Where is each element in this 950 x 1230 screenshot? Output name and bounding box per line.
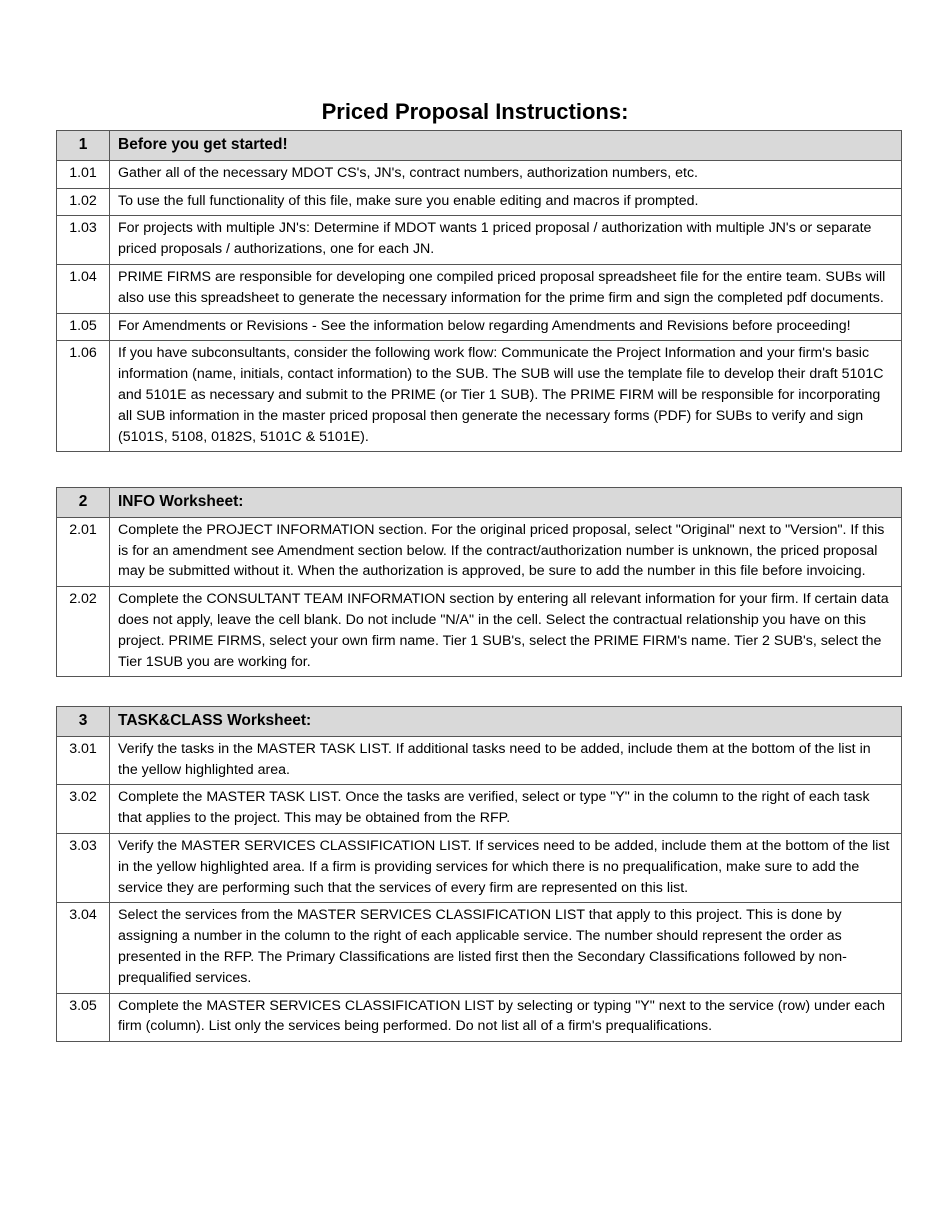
row-number: 3.04	[57, 903, 110, 993]
section-number: 2	[57, 488, 110, 518]
section-header	[57, 488, 902, 518]
row-number: 1.06	[57, 341, 110, 452]
row-number: 1.04	[57, 264, 110, 313]
section-number: 1	[57, 131, 110, 161]
instruction-row	[57, 903, 902, 993]
row-text: For projects with multiple JN's: Determine if MDOT wants 1 priced proposal / authorization with multiple JN's or separate priced proposals / authorizations, one for each JN.	[110, 216, 902, 265]
row-number: 2.02	[57, 587, 110, 677]
section-header	[57, 707, 902, 737]
section-3-table	[56, 706, 902, 1042]
row-number: 3.05	[57, 993, 110, 1042]
row-text: Verify the MASTER SERVICES CLASSIFICATION LIST. If services need to be added, include them at the bottom of the list in the yellow highlighted area. If a firm is providing services for which there is no prequalification, make sure to add the service they are performing such that the services of every firm are represented on this list.	[110, 833, 902, 902]
instruction-row	[57, 587, 902, 677]
row-text: Complete the MASTER TASK LIST. Once the tasks are verified, select or type "Y" in the column to the right of each task that applies to the project. This may be obtained from the RFP.	[110, 785, 902, 834]
instruction-row	[57, 993, 902, 1042]
section-1-table	[56, 130, 902, 452]
row-text: For Amendments or Revisions - See the information below regarding Amendments and Revisions before proceeding!	[110, 313, 902, 341]
instruction-row	[57, 313, 902, 341]
instruction-row	[57, 517, 902, 586]
section-header	[57, 131, 902, 161]
row-number: 1.03	[57, 216, 110, 265]
row-number: 1.02	[57, 188, 110, 216]
row-text: Select the services from the MASTER SERVICES CLASSIFICATION LIST that apply to this project. This is done by assigning a number in the column to the right of each applicable service. The number should represent the order as presented in the RFP. The Primary Classifications are listed first then the Secondary Classifications followed by non-prequalified services.	[110, 903, 902, 993]
section-2-table	[56, 487, 902, 677]
row-number: 1.05	[57, 313, 110, 341]
row-text: If you have subconsultants, consider the following work flow: Communicate the Project Information and your firm's basic information (name, initials, contact information) to the SUB. The SUB will use the template file to develop their draft 5101C and 5101E as necessary and submit to the PRIME (or Tier 1 SUB). The PRIME FIRM will be responsible for incorporating all SUB information in the master priced proposal then generate the necessary forms (PDF) for SUBs to verify and sign (5101S, 5108, 0182S, 5101C & 5101E).	[110, 341, 902, 452]
instruction-row	[57, 216, 902, 265]
section-heading: TASK&CLASS Worksheet:	[110, 707, 902, 737]
instruction-row	[57, 264, 902, 313]
row-text: PRIME FIRMS are responsible for developing one compiled priced proposal spreadsheet file for the entire team. SUBs will also use this spreadsheet to generate the necessary information for the prime firm and sign the completed pdf documents.	[110, 264, 902, 313]
section-number: 3	[57, 707, 110, 737]
section-heading: Before you get started!	[110, 131, 902, 161]
row-text: To use the full functionality of this file, make sure you enable editing and macros if prompted.	[110, 188, 902, 216]
section-heading: INFO Worksheet:	[110, 488, 902, 518]
row-text: Complete the PROJECT INFORMATION section. For the original priced proposal, select "Original" next to "Version". If this is for an amendment see Amendment section below. If the contract/authorization number is unknown, the priced proposal may be submitted without it. When the authorization is approved, be sure to add the number in this file before invoicing.	[110, 517, 902, 586]
instruction-row	[57, 785, 902, 834]
page-title: Priced Proposal Instructions:	[321, 99, 629, 124]
instruction-row	[57, 833, 902, 902]
row-number: 3.02	[57, 785, 110, 834]
row-text: Gather all of the necessary MDOT CS's, JN's, contract numbers, authorization numbers, etc.	[110, 160, 902, 188]
row-number: 1.01	[57, 160, 110, 188]
instruction-row	[57, 188, 902, 216]
instruction-row	[57, 341, 902, 452]
instruction-row	[57, 736, 902, 785]
instruction-row	[57, 160, 902, 188]
row-text: Complete the MASTER SERVICES CLASSIFICATION LIST by selecting or typing "Y" next to the service (row) under each firm (column). List only the services being performed. Do not list all of a firm's prequalifications.	[110, 993, 902, 1042]
row-text: Complete the CONSULTANT TEAM INFORMATION section by entering all relevant information for your firm. If certain data does not apply, leave the cell blank. Do not include "N/A" in the cell. Select the contractual relationship you have on this project. PRIME FIRMS, select your own firm name. Tier 1 SUB's, select the PRIME FIRM's name. Tier 2 SUB's, select the Tier 1SUB you are working for.	[110, 587, 902, 677]
row-number: 3.01	[57, 736, 110, 785]
row-text: Verify the tasks in the MASTER TASK LIST. If additional tasks need to be added, include them at the bottom of the list in the yellow highlighted area.	[110, 736, 902, 785]
row-number: 2.01	[57, 517, 110, 586]
row-number: 3.03	[57, 833, 110, 902]
